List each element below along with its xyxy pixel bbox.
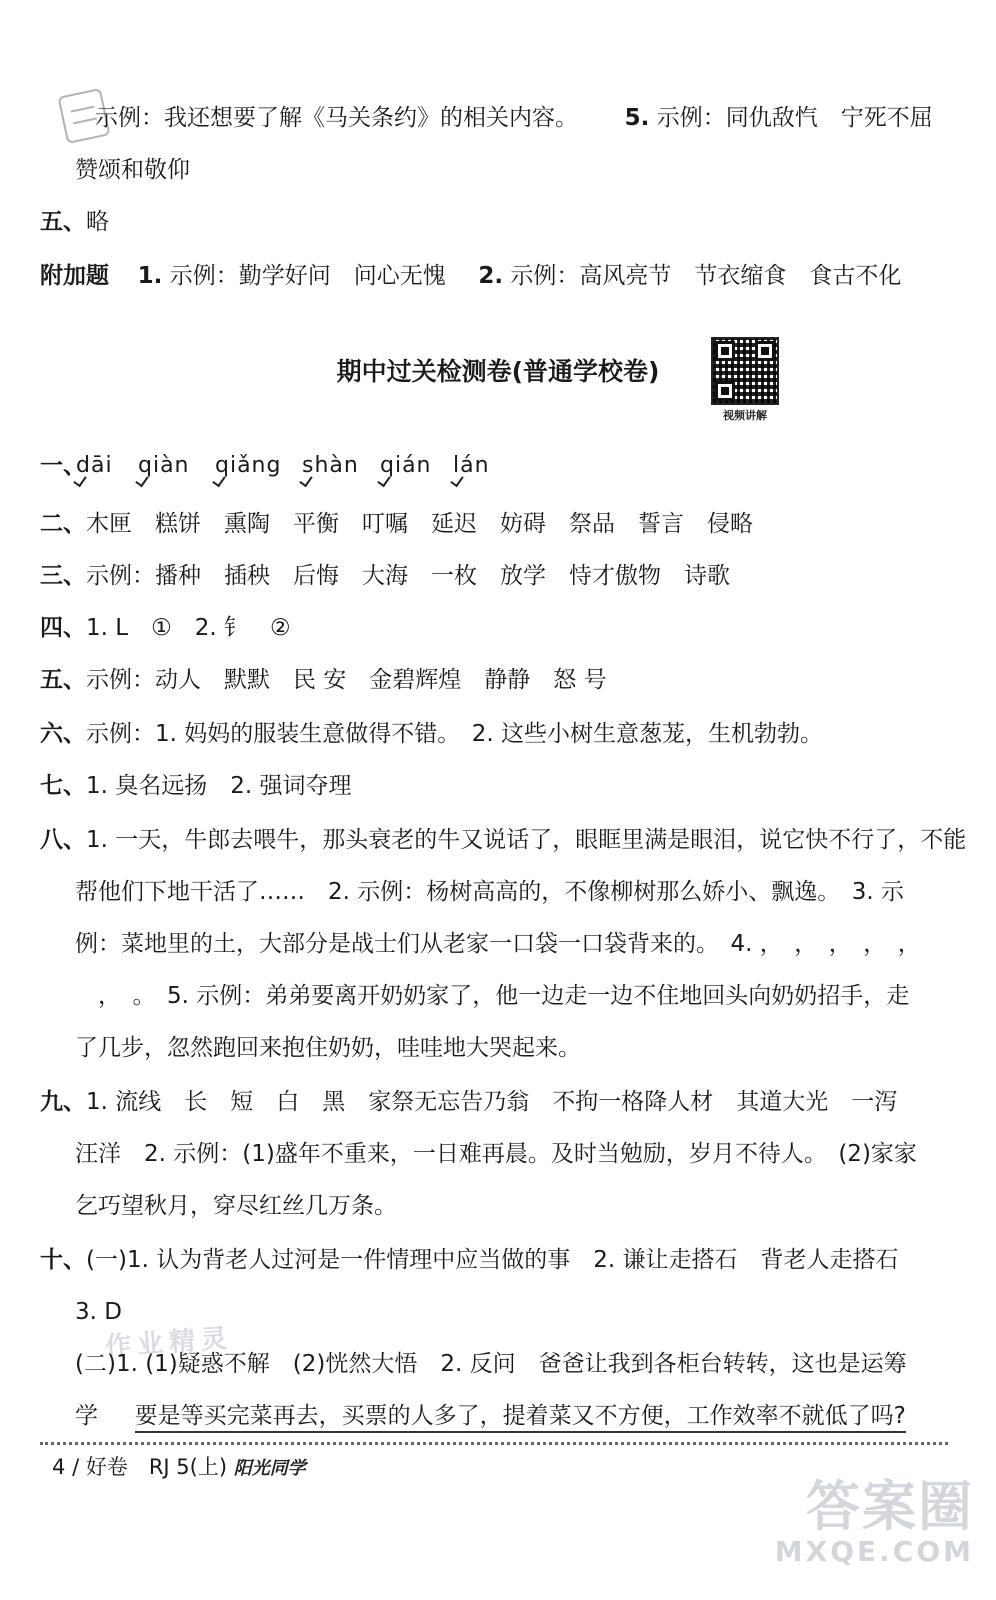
pinyin-answer: qiǎng <box>215 453 282 478</box>
answer-text: 1. 流线 长 短 白 黑 家祭无忘告乃翁 不拘一格降人材 其道大光 一泻 <box>86 1089 898 1115</box>
question-eight-line-4: ， 。 5. 示例：弟弟要离开奶奶家了，他一边走一边不住地回头向奶奶招手，走 <box>75 983 910 1009</box>
question-nine-line-1 <box>40 1086 966 1118</box>
answer-text: 示例：我还想要了解《马关条约》的相关内容。 <box>95 105 578 131</box>
answer-text: 1. 一天，牛郎去喂牛，那头衰老的牛又说话了，眼眶里满是眼泪，说它快不行了，不能 <box>86 827 967 853</box>
question-nine-line-2: 汪洋 2. 示例：(1)盛年不重来，一日难再晨。及时当勉励，岁月不待人。 (2)家家 <box>75 1141 917 1167</box>
pinyin-answer: dāi <box>76 453 113 478</box>
section-label: 四、 <box>40 615 86 641</box>
brand-logo: 阳光同学 <box>233 1458 306 1479</box>
book-label: 好卷 RJ 5(上) <box>85 1455 228 1479</box>
section-label: 八、 <box>40 827 86 853</box>
question-nine-line-3: 乞巧望秋月，穿尽红丝几万条。 <box>75 1193 397 1219</box>
question-ten-line-1 <box>40 1244 966 1276</box>
section-label: 十、 <box>40 1247 86 1273</box>
check-mark-icon <box>378 474 390 486</box>
question-eight-line-1 <box>40 824 966 856</box>
question-number: 1. <box>137 263 163 289</box>
answer-text: 1. 臭名远扬 2. 强词夺理 <box>86 773 352 799</box>
answer-text: 示例：同仇敌忾 宁死不屈 <box>656 105 933 131</box>
pinyin-answer: qián <box>380 453 432 478</box>
answer-line-top-2: 赞颂和敬仰 <box>75 157 190 183</box>
question-eight-line-5: 了几步，忽然跑回来抱住奶奶，哇哇地大哭起来。 <box>75 1035 581 1061</box>
watermark-logo: 答案圈 <box>806 1475 974 1538</box>
question-eight-line-3: 例：菜地里的土，大部分是战士们从老家一口袋一口袋背来的。 4. ， ， ， ， ， <box>75 931 921 957</box>
watermark-small: 作业精灵 <box>104 1323 235 1363</box>
answer-text: 略 <box>86 209 109 235</box>
question-ten-line-4 <box>75 1400 966 1432</box>
question-number: 5. <box>624 105 650 131</box>
underlined-answer: 要是等买完菜再去，买票的人多了，提着菜又不方便，工作效率不就低了吗? <box>135 1403 906 1433</box>
answer-text: 木匣 糕饼 熏陶 平衡 叮嘱 延迟 妨碍 祭品 誓言 侵略 <box>86 511 753 537</box>
section-label: 一、 <box>40 453 86 479</box>
watermark-url: MXQE.COM <box>774 1535 974 1568</box>
footer-separator: / <box>72 1455 80 1479</box>
answer-text: 学 <box>75 1403 98 1429</box>
qr-caption: 视频讲解 <box>723 409 767 422</box>
answer-text: 1. L ① 2. 钅 ② <box>86 615 291 641</box>
section-label: 附加题 <box>40 263 109 289</box>
answer-text: (一)1. 认为背老人过河是一件情理中应当做的事 2. 谦让走搭石 背老人走搭石 <box>86 1247 899 1273</box>
exam-title: 期中过关检测卷(普通学校卷) <box>336 357 660 386</box>
question-six-line <box>40 718 966 750</box>
question-five-line <box>40 664 966 696</box>
check-mark-icon <box>213 474 225 486</box>
answer-line-top-1 <box>95 102 966 134</box>
question-three-line <box>40 560 966 592</box>
check-mark-icon <box>300 474 312 486</box>
pinyin-answer: lán <box>453 453 490 478</box>
section-label: 七、 <box>40 773 86 799</box>
answer-text: 示例：动人 默默 民 安 金碧辉煌 静静 怒 号 <box>86 667 607 693</box>
check-mark-icon <box>74 474 86 486</box>
question-number: 2. <box>478 263 504 289</box>
section-label: 五、 <box>40 209 86 235</box>
question-eight-line-2: 帮他们下地干活了…… 2. 示例：杨树高高的，不像柳树那么娇小、飘逸。 3. 示 <box>75 879 905 905</box>
check-mark-icon <box>451 474 463 486</box>
answer-text: 示例：1. 妈妈的服装生意做得不错。 2. 这些小树生意葱茏，生机勃勃。 <box>86 721 824 747</box>
footer-divider <box>40 1442 948 1445</box>
pinyin-answer: shàn <box>302 453 359 478</box>
section-label: 九、 <box>40 1089 86 1115</box>
section-label: 五、 <box>40 667 86 693</box>
section-label: 六、 <box>40 721 86 747</box>
extra-question-line <box>40 260 966 292</box>
check-mark-icon <box>136 474 148 486</box>
watermark <box>774 1475 974 1568</box>
question-ten-line-2: 3. D <box>75 1299 122 1325</box>
page-footer <box>52 1452 306 1484</box>
question-ten-line-3: (二)1. (1)疑惑不解 (2)恍然大悟 2. 反问 爸爸让我到各柜台转转，这也是运筹 <box>75 1351 907 1377</box>
section-label: 二、 <box>40 511 86 537</box>
section-label: 三、 <box>40 563 86 589</box>
question-seven-line <box>40 770 966 802</box>
page-number: 4 <box>52 1455 66 1479</box>
answer-text: 示例：勤学好问 问心无愧 <box>169 263 446 289</box>
answer-text: 示例：高风亮节 节衣缩食 食古不化 <box>510 263 902 289</box>
qr-code-icon[interactable] <box>711 337 779 405</box>
answer-text: 示例：播种 插秧 后悔 大海 一枚 放学 恃才傲物 诗歌 <box>86 563 730 589</box>
pinyin-answer: qiàn <box>138 453 190 478</box>
question-four-line <box>40 612 966 644</box>
section-five-line <box>40 206 966 238</box>
question-two-line <box>40 508 966 540</box>
